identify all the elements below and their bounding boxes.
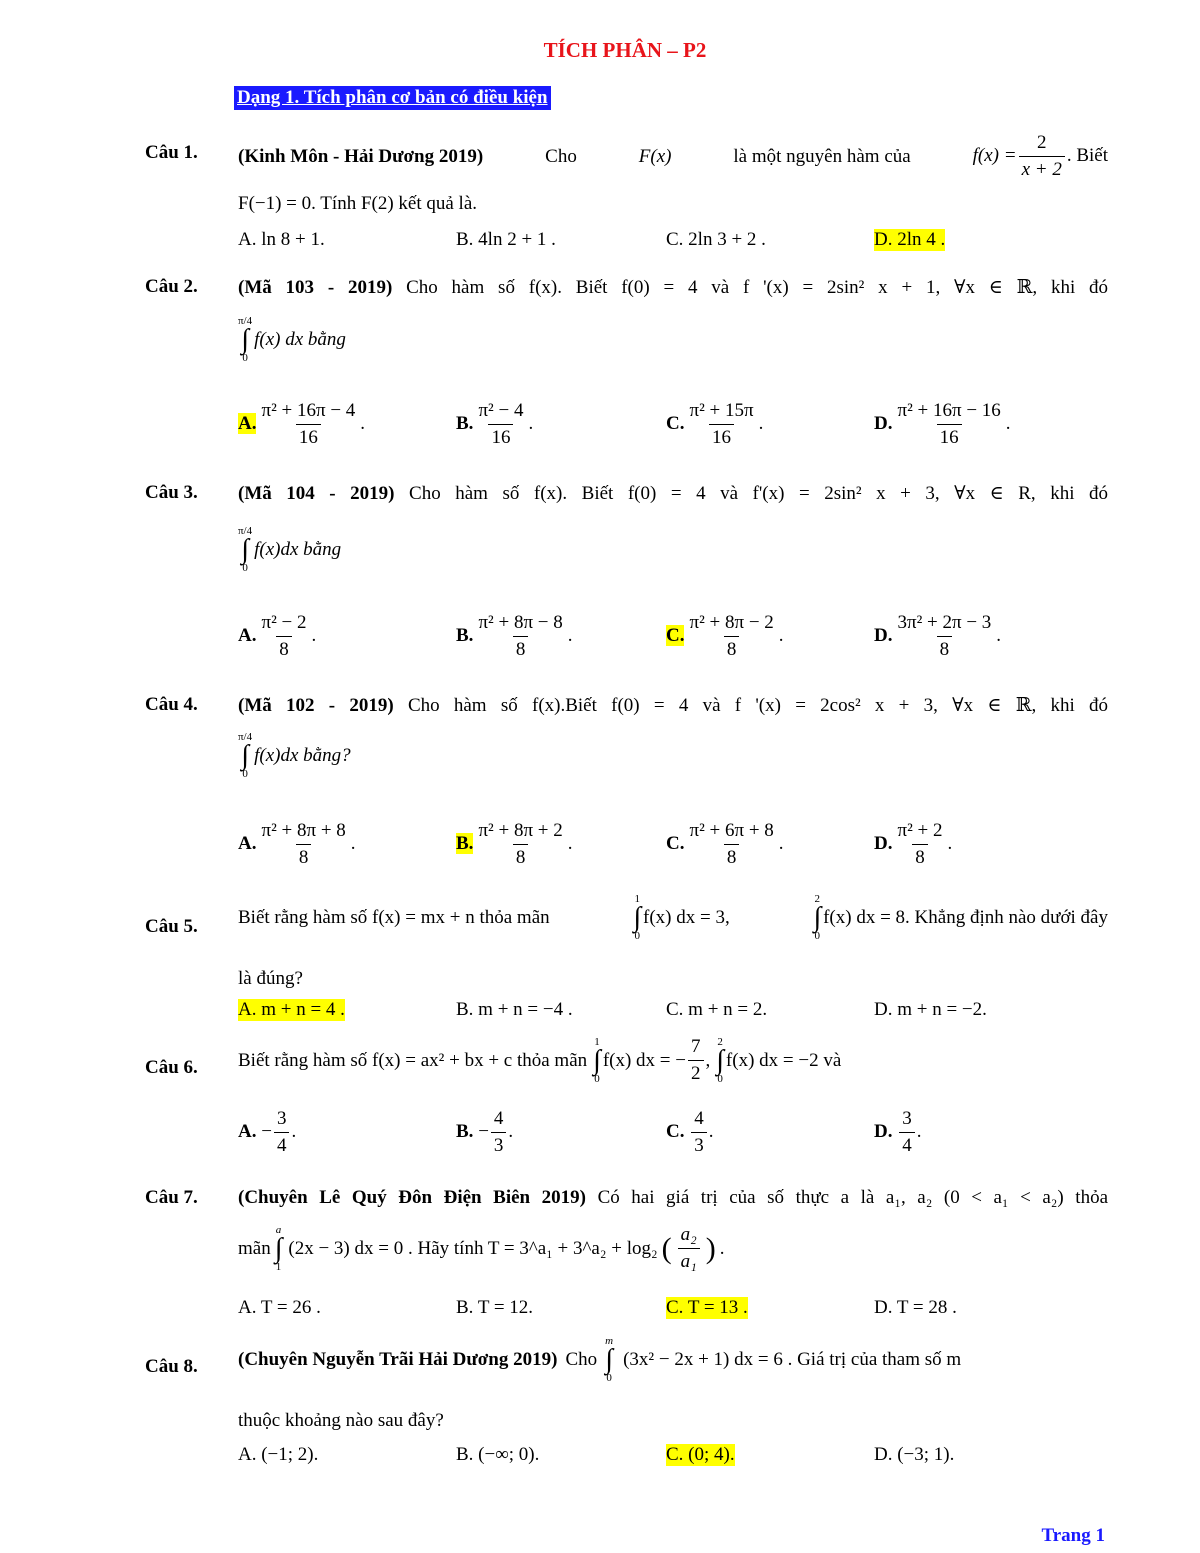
numerator: 4 <box>493 1108 504 1129</box>
option-d[interactable]: D. 2ln 4 . <box>874 229 946 250</box>
integral-sign: 2 ∫ 0 <box>813 893 822 942</box>
question-7-text <box>238 1187 1108 1209</box>
integral-sign: 1 ∫ 0 <box>633 893 642 942</box>
lower-limit: 1 <box>275 1260 282 1273</box>
lower-limit: 0 <box>634 930 640 942</box>
options-row: A. $\frac{\text{π² − 2}}{8}$ . B. $\frac{\text{π² + 8π − 8}}{8}$ . C. $\frac{\text{π² + 8π − 2}}{8}$ . D. $\frac{\text{3π² + 2π − 3}}{8}$ . <box>238 612 1002 660</box>
sign: − <box>478 1120 489 1142</box>
sign: − <box>261 1120 272 1142</box>
option-b[interactable]: B. <box>456 1120 474 1142</box>
denominator: 4 <box>274 1132 290 1157</box>
option-b[interactable]: B. m + n = −4 . <box>456 999 573 1020</box>
option-a[interactable]: A. <box>238 624 257 646</box>
integrand: f(x) dx = − <box>602 1049 686 1071</box>
integral-sign: π/4 ∫ 0 <box>238 525 253 574</box>
question-source: (Mã 104 - 2019) <box>238 483 395 504</box>
option-a[interactable]: A. m + n = 4 . <box>238 999 345 1020</box>
integrand: f(x) dx = 8. Khẳng định nào dưới đây <box>823 907 1108 928</box>
question-2-text <box>238 276 1108 299</box>
question-source: (Mã 103 - 2019) <box>238 277 393 298</box>
denominator: 3 <box>691 1132 707 1157</box>
denominator: 3 <box>491 1132 507 1157</box>
denominator: 16 <box>937 424 962 449</box>
option-d[interactable]: D. <box>874 624 893 646</box>
text: Cho <box>545 145 577 167</box>
options-row: A. $\frac{\text{π² + 8π + 8}}{8}$ . B. $\frac{\text{π² + 8π + 2}}{8}$ . C. $\frac{\text{π² + 6π + 8}}{8}$ . D. $\frac{\text{π² + 2}}{8}$ . <box>238 820 953 868</box>
option-a[interactable]: A. T = 26 . <box>238 1297 321 1318</box>
denominator: 16 <box>296 424 321 449</box>
numerator: π² + 15π <box>689 400 754 421</box>
options-row <box>238 999 1138 1023</box>
denominator: 8 <box>724 636 740 661</box>
option-a[interactable]: A. <box>238 832 257 854</box>
lower-limit: 0 <box>242 768 248 780</box>
numerator: π² + 6π + 8 <box>689 820 774 841</box>
integral-sign: 2 ∫ 0 <box>716 1035 724 1085</box>
math: f(x) = <box>972 144 1017 166</box>
page-number: Trang 1 <box>1041 1525 1105 1546</box>
lower-limit: 0 <box>242 562 248 574</box>
question-label: Câu 2. <box>145 276 198 297</box>
question-source: (Chuyên Lê Quý Đôn Điện Biên 2019) <box>238 1187 586 1208</box>
numerator: π² + 8π + 2 <box>478 820 563 841</box>
question-source: (Chuyên Nguyễn Trãi Hải Dương 2019) <box>238 1349 558 1370</box>
integral-sign: π/4 ∫ 0 <box>238 731 253 780</box>
option-b[interactable]: B. <box>456 624 474 646</box>
numerator: π² + 8π − 8 <box>478 612 563 633</box>
option-b[interactable]: B. 4ln 2 + 1 . <box>456 229 556 250</box>
question-5-line2: là đúng? <box>238 968 303 989</box>
option-a[interactable]: A. <box>238 1120 257 1142</box>
option-c[interactable]: C. <box>666 412 685 434</box>
upper-limit: 2 <box>814 893 821 905</box>
integral-sign: m ∫ 0 <box>605 1335 614 1384</box>
question-source: (Mã 102 - 2019) <box>238 695 394 716</box>
question-label: Câu 3. <box>145 482 198 503</box>
numerator: 3π² + 2π − 3 <box>897 612 992 633</box>
integral-line <box>238 526 341 574</box>
denominator: 8 <box>513 636 529 661</box>
option-d[interactable]: D. T = 28 . <box>874 1297 957 1318</box>
option-c[interactable]: C. 2ln 3 + 2 . <box>666 229 766 250</box>
numerator: 3 <box>902 1108 912 1129</box>
question-6-text: Biết rằng hàm số f(x) = ax² + bx + c thỏa mãn 1 ∫ 0 f(x) dx = − $\frac{7}{2}$ , 2 ∫ 0 f(x) dx = −2 và <box>238 1035 842 1085</box>
numerator: 4 <box>694 1108 704 1129</box>
question-label: Câu 4. <box>145 694 198 715</box>
question-label: Câu 7. <box>145 1187 198 1208</box>
option-c[interactable]: C. <box>666 832 685 854</box>
upper-limit: π/4 <box>238 315 253 327</box>
fraction <box>1019 132 1065 181</box>
option-a[interactable]: A. (−1; 2). <box>238 1444 319 1465</box>
option-d[interactable]: D. <box>874 412 893 434</box>
option-d[interactable]: D. m + n = −2. <box>874 999 987 1020</box>
question-label: Câu 8. <box>145 1356 198 1377</box>
question-8-line2: thuộc khoảng nào sau đây? <box>238 1410 444 1431</box>
lower-limit: 0 <box>594 1072 600 1085</box>
integral-line <box>238 732 351 780</box>
integrand: f(x) dx = −2 và <box>725 1049 842 1071</box>
option-b[interactable]: B. <box>456 832 474 854</box>
upper-limit: 1 <box>594 1035 600 1048</box>
integrand: (2x − 3) dx = 0 . Hãy tính T = 3^a₁ + 3^a₂ + log₂ <box>288 1237 658 1259</box>
lower-limit: 0 <box>717 1072 723 1085</box>
math: F(x) <box>638 145 672 167</box>
option-a[interactable]: A. <box>238 412 257 434</box>
options-row: A. $\frac{\text{π² + 16π − 4}}{16}$ . B. $\frac{\text{π² − 4}}{16}$ . C. $\frac{\text{π² + 15π}}{16}$ . D. $\frac{\text{π² + 16π − 16}}{16}$ . <box>238 400 1011 448</box>
text: Cho hàm số f(x).Biết f(0) = 4 và f '(x) = 2cos² x + 3, ∀x ∈ ℝ, khi đó <box>407 695 1109 716</box>
denominator: 8 <box>513 844 529 869</box>
denominator: 8 <box>912 844 928 869</box>
text: là một nguyên hàm của <box>733 145 911 167</box>
upper-limit: a <box>275 1223 282 1236</box>
denominator: 2 <box>688 1060 704 1085</box>
text: Có hai giá trị của số thực a là a₁, a₂ (0 < a₁ < a₂) thỏa <box>597 1187 1109 1208</box>
lower-limit: 0 <box>606 1372 612 1384</box>
integral-line <box>238 316 346 364</box>
text: Cho <box>565 1349 598 1370</box>
denominator: a₁ <box>678 1248 700 1273</box>
option-d[interactable]: D. (−3; 1). <box>874 1444 955 1465</box>
integral-line: mãn a ∫ 1 (2x − 3) dx = 0 . Hãy tính T = 3^a₁ + 3^a₂ + log₂ ( $\frac{\text{a₂}}{\text{a₁}}$ ) . <box>238 1223 725 1273</box>
text: Cho hàm số f(x). Biết f(0) = 4 và f'(x) = 2sin² x + 3, ∀x ∈ R, khi đó <box>409 483 1109 504</box>
numerator: π² − 2 <box>261 612 307 633</box>
upper-limit: 1 <box>634 893 640 905</box>
option-a[interactable]: A. ln 8 + 1. <box>238 229 325 250</box>
section-heading: Dạng 1. Tích phân cơ bản có điều kiện <box>234 86 551 110</box>
denominator: 8 <box>276 636 292 661</box>
options-row <box>238 1444 1138 1468</box>
option-c[interactable]: C. <box>666 1120 685 1142</box>
option-c[interactable]: C. (0; 4). <box>666 1444 735 1465</box>
integrand: f(x) dx bằng <box>254 329 346 350</box>
question-8-text <box>238 1336 1108 1384</box>
question-label: Câu 5. <box>145 916 198 937</box>
question-1-line2: F(−1) = 0. Tính F(2) kết quả là. <box>238 193 478 214</box>
integral-sign: 1 ∫ 0 <box>593 1035 601 1085</box>
question-4-text <box>238 694 1108 717</box>
integrand: (3x² − 2x + 1) dx = 6 . Giá trị của tham số m <box>623 1349 962 1370</box>
question-5-text <box>238 894 1108 942</box>
numerator: 2 <box>1036 132 1047 153</box>
denominator: 8 <box>937 636 953 661</box>
options-row <box>238 229 1138 253</box>
integral-sign: π/4 ∫ 0 <box>238 315 253 364</box>
option-b[interactable]: B. (−∞; 0). <box>456 1444 540 1465</box>
numerator: π² − 4 <box>478 400 524 421</box>
text: Cho hàm số f(x). Biết f(0) = 4 và f '(x) = 2sin² x + 1, ∀x ∈ ℝ, khi đó <box>406 277 1109 298</box>
integrand: f(x)dx bằng <box>254 539 342 560</box>
denominator: x + 2 <box>1019 156 1065 181</box>
upper-limit: m <box>605 1335 614 1347</box>
option-c[interactable]: C. T = 13 . <box>666 1297 748 1318</box>
upper-limit: π/4 <box>238 731 253 743</box>
text: Biết rằng hàm số f(x) = ax² + bx + c thỏa mãn <box>238 1049 588 1071</box>
options-row <box>238 1297 1138 1321</box>
option-d[interactable]: D. <box>874 1120 893 1142</box>
text: Biết rằng hàm số f(x) = mx + n thỏa mãn <box>238 907 550 928</box>
option-c[interactable]: C. <box>666 624 685 646</box>
numerator: a₂ <box>680 1224 697 1245</box>
fraction <box>678 1224 700 1273</box>
numerator: 7 <box>691 1036 701 1057</box>
numerator: π² + 8π + 8 <box>261 820 346 841</box>
integrand: f(x)dx bằng? <box>254 745 351 766</box>
question-3-text <box>238 482 1108 505</box>
page-title: TÍCH PHÂN – P2 <box>543 38 707 62</box>
question-1-text <box>238 132 1108 181</box>
numerator: π² + 2 <box>897 820 943 841</box>
numerator: 3 <box>276 1108 287 1129</box>
question-label: Câu 6. <box>145 1057 198 1078</box>
lower-limit: 0 <box>814 930 821 942</box>
question-source: (Kinh Môn - Hải Dương 2019) <box>238 145 484 167</box>
text: mãn <box>238 1237 271 1259</box>
denominator: 16 <box>709 424 734 449</box>
denominator: 8 <box>724 844 740 869</box>
option-d[interactable]: D. <box>874 832 893 854</box>
integrand: f(x) dx = 3, <box>643 907 730 928</box>
integral-sign: a ∫ 1 <box>274 1223 283 1273</box>
upper-limit: 2 <box>717 1035 723 1048</box>
lower-limit: 0 <box>242 352 248 364</box>
denominator: 16 <box>488 424 513 449</box>
options-row: A. − $\frac{3}{4}$ . B. − $\frac{4}{3}$ . C. $\frac{4}{3}$ . D. $\frac{3}{4}$ . <box>238 1108 922 1156</box>
numerator: π² + 16π − 4 <box>261 400 356 421</box>
denominator: 8 <box>296 844 312 869</box>
numerator: π² + 16π − 16 <box>897 400 1001 421</box>
question-label: Câu 1. <box>145 142 198 163</box>
text: . Biết <box>1066 144 1108 166</box>
upper-limit: π/4 <box>238 525 253 537</box>
option-b[interactable]: B. T = 12. <box>456 1297 534 1318</box>
denominator: 4 <box>899 1132 915 1157</box>
numerator: π² + 8π − 2 <box>689 612 774 633</box>
fraction <box>688 1036 704 1085</box>
option-b[interactable]: B. <box>456 412 474 434</box>
option-c[interactable]: C. m + n = 2. <box>666 999 768 1020</box>
